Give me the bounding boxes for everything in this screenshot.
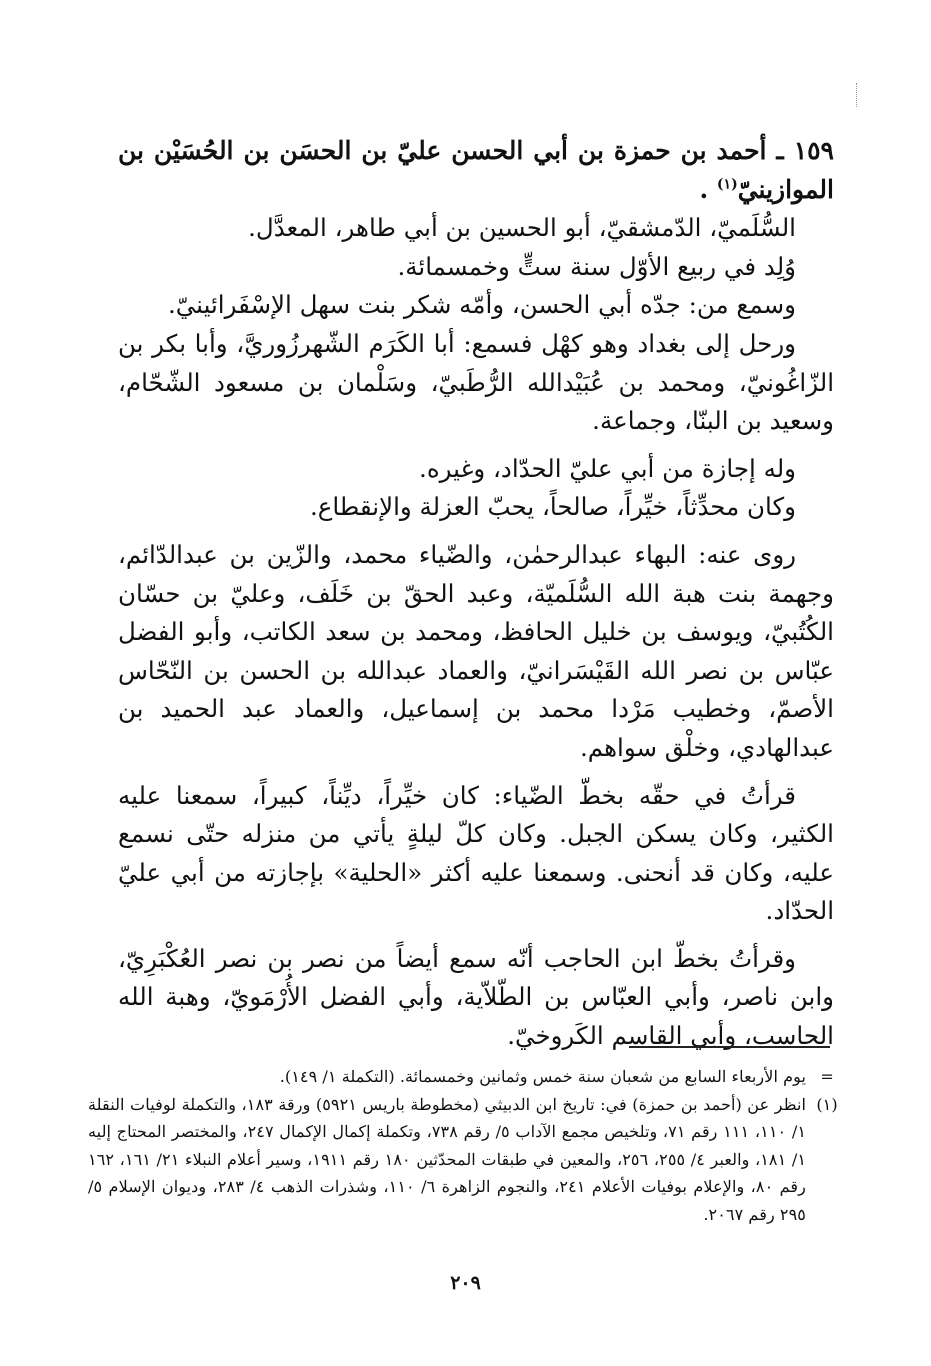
footnote-reference: (١) [716, 176, 738, 193]
entry-paragraph: ورحل إلى بغداد وهو كهْل فسمع: أبا الكَرَم الشّهرزُوريَّ، وأبا بكر بن الزّاغُونيّ، ومحمد بن عُبَيْدالله الرُّطَبيّ، وسَلْمان بن مسعود الشّحّام، وسعيد بن البنّا، وجماعة. [118, 328, 834, 436]
entry-paragraph: قرأتُ في حقّه بخطّ الضّياء: كان خيِّراً، ديِّناً، كبيراً، سمعنا عليه الكثير، وكان يسكن الجبل. وكان كلّ ليلةٍ يأتي من منزله حتّى نسمع عليه، وكان قد أنحنى. وسمعنا عليه أكثر «الحلية» بإجازته من أبي عليّ الحدّاد. [118, 780, 834, 926]
footnote-mark: (١) [816, 1094, 838, 1114]
margin-mark [856, 83, 859, 107]
footnote-text: يوم الأربعاء السابع من شعبان سنة خمس وثمانين وخمسمائة. (التكملة ١/ ١٤٩). [279, 1067, 806, 1086]
footnote-separator [629, 1046, 830, 1048]
entry-paragraph: وسمع من: جدّه أبي الحسن، وأمّه شكر بنت سهل الإسْفَرائينيّ. [167, 290, 796, 320]
footnote-text: انظر عن (أحمد بن حمزة) في: تاريخ ابن الدبيثي (مخطوطة باريس ٥٩٢١) ورقة ١٨٣، والتكملة لوفيات النقلة ١/ ١١٠، ١١١ رقم ٧١، وتلخيص مجمع الآداب ٥/ رقم ٧٣٨، وتكملة إكمال الإكمال ٢٤٧، والمختصر المحتاج إليه ١/ ١٨١، والعبر ٤/ ٢٥٥، ٢٥٦، والمعين في طبقات المحدّثين ١٨٠ رقم ١٩١١، وسير أعلام النبلاء ٢١/ ١٦١، ١٦٢ رقم ٨٠، والإعلام بوفيات الأعلام ٢٤١، والنجوم الزاهرة ٦/ ١١٠، وشذرات الذهب ٤/ ٢٨٣، وديوان الإسلام ٥/ ٢٩٥ رقم ٢٠٦٧. [88, 1094, 807, 1224]
entry-paragraph: روى عنه: البهاء عبدالرحمٰن، والضّياء محمد، والزّين بن عبدالدّائم، وجهمة بنت هبة الله السُّلَميّة، وعبد الحقّ بن خَلَف، وعليّ بن حسّان الكُتُبيّ، ويوسف بن خليل الحافظ، ومحمد بن سعد الكاتب، وأبو الفضل عبّاس بن نصر الله القَيْسَرانيّ، والعماد عبدالله بن الحسن بن النّحّاس الأصمّ، وخطيب مَرْدا محمد بن إسماعيل، والعماد عبد الحميد بن عبدالهادي، وخلْق سواهم. [118, 539, 834, 762]
footnotes [88, 1063, 848, 1229]
entry-paragraph: السُّلَميّ، الدّمشقيّ، أبو الحسين بن أبي طاهر، المعدَّل. [248, 213, 796, 243]
entry-paragraph: وكان محدِّثاً، خيِّراً، صالحاً، يحبّ العزلة والإنقطاع. [309, 492, 796, 522]
footnote-item [88, 1091, 848, 1229]
footnote-item [88, 1063, 848, 1091]
entry-heading [118, 132, 834, 209]
page-number: ٢٠٩ [450, 1272, 481, 1294]
entry-paragraph: وله إجازة من أبي عليّ الحدّاد، وغيره. [419, 453, 796, 483]
entry-paragraph: وُلِد في ربيع الأوّل سنة ستٍّ وخمسمائة. [397, 251, 796, 281]
biography-entry [118, 132, 834, 1056]
footnote-mark: = [820, 1067, 834, 1086]
entry-paragraph: وقرأتُ بخطّ ابن الحاجب أنّه سمع أيضاً من نصر بن نصر العُكْبَرِيّ، وابن ناصر، وأبي العبّاس بن الطّلاّية، وأبي الفضل الأُرْمَويّ، وهبة الله الحاسب، وأبي القاسم الكَروخيّ. [118, 943, 834, 1051]
entry-heading-end: . [699, 174, 709, 204]
entry-heading-text: ١٥٩ ـ أحمد بن حمزة بن أبي الحسن عليّ بن الحسَن بن الحُسَيْن بن الموازينيّ [118, 136, 834, 204]
